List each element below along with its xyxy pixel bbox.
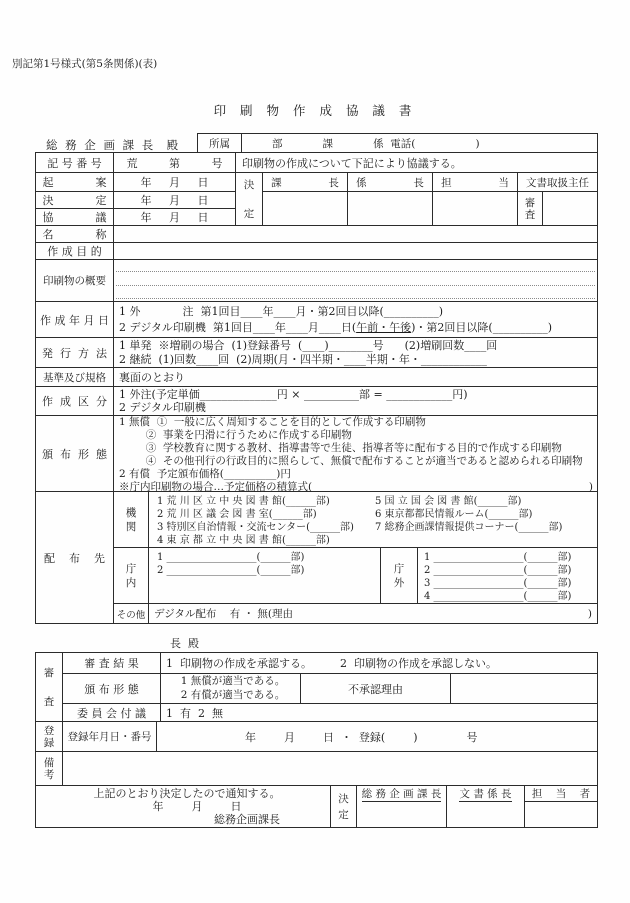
issue-line2: 2 継続 (1)回数____回 (2)周期(月・四半期・____半期・年・____________ [119, 353, 487, 366]
examination-result-row [63, 653, 597, 673]
examination-result-label: 審 査 結 果 [63, 653, 161, 673]
am-pm-choice: 午前・午後 [356, 321, 412, 334]
sig-head: 担 当 者 [525, 786, 597, 802]
institution-item: 4 東 京 都 立 中 央 図 書 館(______部) [157, 535, 330, 546]
creation-date-label: 作 成 年 月 日 [36, 302, 114, 337]
symbol-value: 荒 第 号 [114, 153, 236, 172]
examination-sign-cell [543, 192, 597, 225]
outline-ruled-cell [114, 260, 597, 301]
committee-referral-label: 委 員 会 付 議 [63, 704, 161, 721]
committee-referral-value: 1 有 2 無 [166, 706, 223, 720]
council-label: 協 議 [36, 209, 114, 225]
head-person-in-charge: 担 当 [433, 173, 518, 191]
sig-head: 総 務 企 画 課 長 [361, 788, 442, 800]
institution-item: 3 特別区自治情報・交流センター(______部) [157, 522, 354, 533]
remarks-column-label: 備 考 [36, 752, 63, 785]
outline-row [36, 259, 597, 301]
addressee: 総 務 企 画 課 長 殿 [46, 138, 181, 152]
standards-value: 裏面のとおり [119, 371, 185, 384]
creation-date-line2: 2 デジタル印刷機 第1回目____年____月____日(午前・午後)・第2回目以降(__________) [119, 321, 552, 334]
notification-block [36, 785, 597, 827]
institutions-right-list [375, 495, 597, 544]
external-item: 1 __________________(______部) [424, 552, 572, 563]
notification-line1: 上記のとおり決定したので通知する。 [93, 787, 281, 800]
notification-line2: 年 月 日 [152, 800, 242, 813]
committee-referral-row [63, 703, 597, 721]
draft-date: 年 月 日 [114, 173, 236, 191]
standards-row [36, 367, 597, 386]
decide-date: 年 月 日 [114, 192, 236, 208]
division-line2: 2 デジタル印刷機 [119, 401, 206, 415]
symbol-number-row [36, 153, 597, 172]
council-row [36, 208, 236, 225]
distribution-form-review-label: 頒 布 形 態 [63, 674, 161, 703]
institution-item: 6 東京都都民情報ルーム(______部) [375, 509, 533, 520]
distribution-form-review-row [63, 673, 597, 703]
internal-label: 庁 内 [114, 548, 149, 603]
sig-col-person-in-charge [525, 786, 597, 827]
purpose-value-cell [114, 243, 597, 259]
dist-form-line: ② 事業を円滑に行うために作成する印刷物 [119, 429, 352, 441]
form-title: 印 刷 物 作 成 協 議 書 [213, 103, 417, 118]
ruled-line [116, 286, 595, 299]
examination-result-value: 1 印刷物の作成を承認する。 2 印刷物の作成を承認しない。 [166, 657, 497, 670]
examination-label: 審 査 [518, 192, 543, 225]
institution-item: 7 総務企画課情報提供コーナー(______部) [375, 522, 563, 533]
consultation-note: 印刷物の作成について下記により協議する。 [242, 156, 462, 170]
ruled-line [116, 260, 595, 272]
decision-signature-row [263, 192, 597, 225]
registration-date-number-value: 年 月 日 ・ 登録( ) 号 [245, 730, 478, 744]
examination-column-label: 審 査 [36, 653, 63, 721]
disapproval-reason-label: 不承認理由 [301, 674, 451, 703]
notification-text [36, 786, 331, 827]
creation-date-content [114, 302, 597, 337]
name-value-cell [114, 226, 597, 242]
review-table [35, 652, 598, 828]
issue-method-label: 発 行 方 法 [36, 338, 114, 367]
dist-form-line: ③ 学校教育に関する教材、指導書等で生徒、指導者等に配布する目的で作成する印刷物 [119, 442, 562, 454]
internal-content [149, 548, 381, 603]
sig-cell [525, 802, 597, 827]
institution-item: 5 国 立 国 会 図 書 館(______部) [375, 496, 522, 507]
sign-cell-subsection-chief [348, 192, 433, 225]
internal-item: 2 __________________(______部) [157, 565, 305, 576]
registration-row [36, 721, 597, 751]
decide-label: 決 定 [36, 192, 114, 208]
internal-item: 1 __________________(______部) [157, 552, 305, 563]
head-section-chief: 課 長 [263, 173, 348, 191]
registration-date-number-label: 登録年月日・番号 [63, 722, 157, 751]
issue-line1: 1 単発 ※増刷の場合 (1)登録番号 (____)________号 (2)増刷回数____回 [119, 339, 498, 352]
sig-col-general-affairs-chief [357, 786, 447, 827]
remarks-row [36, 751, 597, 785]
distribution-destination-label: 配 布 先 [36, 492, 114, 623]
external-content [418, 548, 597, 603]
creation-division-row [36, 386, 597, 415]
other-label: その他 [114, 604, 149, 623]
head-subsection-chief: 係 長 [348, 173, 433, 191]
issue-method-content [114, 338, 597, 367]
institutions-content [149, 492, 597, 547]
creation-date-line1: 1 外 注 第1回目____年____月・第2回目以降(__________) [119, 305, 444, 318]
decision-header-row [263, 173, 597, 192]
creation-division-label: 作 成 区 分 [36, 387, 114, 415]
final-decision-column-label: 決 定 [331, 786, 357, 827]
institution-item: 2 荒 川 区 議 会 図 書 室(______部) [157, 509, 317, 520]
head-document-handler: 文書取扱主任 [526, 176, 589, 189]
registration-column-label: 登 録 [36, 722, 63, 751]
other-content: デジタル配布 有 ・ 無(理由 ) [154, 607, 592, 620]
remarks-cell [63, 752, 597, 785]
sig-col-document-chief [447, 786, 525, 827]
distribution-form-row [36, 415, 597, 491]
name-row [36, 225, 597, 242]
decide-row [36, 191, 236, 208]
dist-form-line: 1 無償 ① 一般に広く周知することを目的として作成する印刷物 [119, 416, 426, 428]
affiliation-label: 所属 [198, 134, 242, 153]
sign-cell-person-in-charge [433, 192, 518, 225]
main-table [35, 152, 598, 624]
decision-block [236, 173, 597, 225]
external-item: 3 __________________(______部) [424, 578, 572, 589]
dist-form-estimate-line: ※庁内印刷物の場合…予定価格の積算式( ) [119, 481, 593, 493]
distribution-destination-row [36, 491, 597, 623]
division-line1: 1 外注(予定単価______________円 × __________部 = ____________円) [119, 387, 468, 401]
institutions-subrow [114, 492, 597, 547]
draft-label: 起 案 [36, 173, 114, 191]
affiliation-value: 部 課 係 電話( ) [272, 138, 480, 150]
sign-cell-section-chief [263, 192, 348, 225]
institutions-left-list [157, 495, 375, 544]
creation-date-row [36, 301, 597, 337]
issue-method-row [36, 337, 597, 367]
outline-label: 印刷物の概要 [36, 260, 114, 301]
form-id: 別記第1号様式(第5条関係)(表) [12, 58, 158, 70]
distribution-form-content [114, 416, 597, 491]
institution-item: 1 荒 川 区 立 中 央 図 書 館(______部) [157, 496, 330, 507]
distribution-form-options: 1 無償が適当である。 2 有償が適当である。 [161, 674, 301, 703]
internal-external-subrow [114, 547, 597, 603]
dist-form-line: 2 有償 予定頒布価格(__________)円 [119, 468, 291, 480]
decision-column-label: 決 定 [236, 173, 263, 225]
disapproval-reason-cell [451, 674, 597, 703]
ruled-line [116, 272, 595, 286]
external-item: 2 __________________(______部) [424, 565, 572, 576]
notification-line3: 総務企画課長 [214, 813, 280, 826]
affiliation-box [197, 133, 598, 153]
creation-division-content [114, 387, 597, 415]
dates-and-decision-row [36, 172, 597, 225]
external-label: 庁 外 [381, 548, 418, 603]
purpose-label: 作 成 目 的 [36, 243, 114, 259]
institutions-label: 機 関 [114, 492, 149, 547]
sig-head: 文 書 係 長 [459, 788, 512, 800]
dist-form-line: ④ その他刊行の行政目的に照らして、無償で配布することが適当であると認められる印刷物 [119, 455, 583, 467]
draft-row [36, 173, 236, 191]
external-item: 4 __________________(______部) [424, 591, 572, 602]
other-subrow [114, 603, 597, 623]
name-label: 名 称 [36, 226, 114, 242]
council-date: 年 月 日 [114, 209, 236, 225]
distribution-form-label: 頒 布 形 態 [36, 416, 114, 491]
purpose-row [36, 242, 597, 259]
examination-block [36, 653, 597, 721]
review-addressee: 長 殿 [170, 637, 199, 650]
digital-distribution-text: デジタル配布 有 ・ 無(理由 [154, 608, 293, 620]
symbol-label: 記 号 番 号 [36, 153, 114, 172]
standards-label: 基準及び規格 [36, 368, 114, 386]
